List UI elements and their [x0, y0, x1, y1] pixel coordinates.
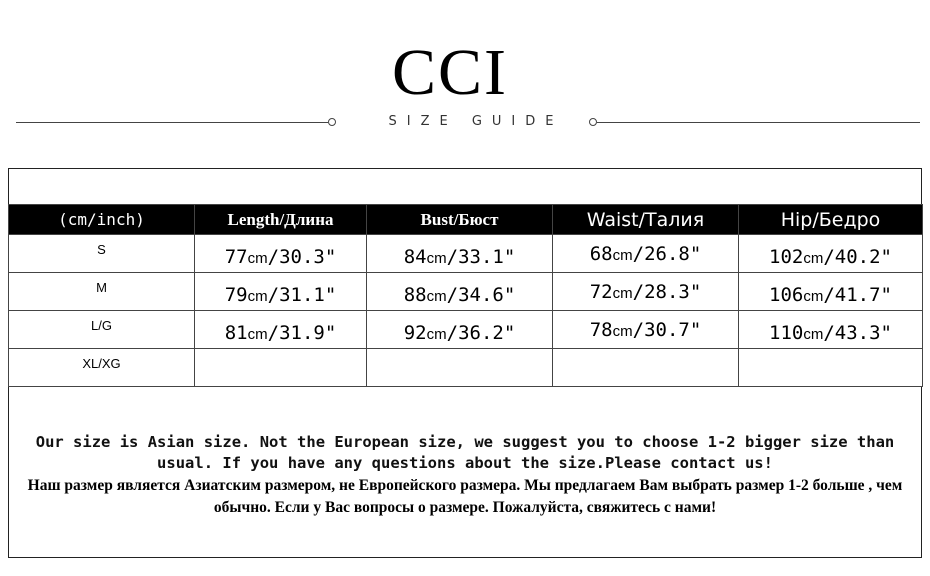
note-russian: Наш размер является Азиатским размером, не Европейского размера. Мы предлагаем Вам выбрать размер 1-2 больше , чем обычно. Если у Вас вопросы о размере. Пожалуйста, свяжитесь с нами!	[27, 477, 903, 516]
header-waist: Waist/Талия	[553, 205, 739, 235]
hip-cell: 110cm/43.3"	[739, 311, 923, 349]
table-row	[9, 349, 923, 387]
size-table	[8, 204, 923, 387]
divider-dot-left	[328, 118, 336, 126]
size-guide-subtitle: SIZE GUIDE	[388, 114, 564, 129]
size-label: L/G	[9, 311, 195, 349]
size-label: M	[9, 273, 195, 311]
length-cell: 81cm/31.9"	[195, 311, 367, 349]
size-label: XL/XG	[9, 349, 195, 387]
length-cell: 77cm/30.3"	[195, 235, 367, 273]
header-hip: Hip/Бедро	[739, 205, 923, 235]
length-cell: 79cm/31.1"	[195, 273, 367, 311]
waist-cell: 68cm/26.8"	[553, 235, 739, 273]
waist-cell: 72cm/28.3"	[553, 273, 739, 311]
size-guide-divider	[16, 112, 920, 132]
table-row	[9, 311, 923, 349]
table-row	[9, 273, 923, 311]
brand-logo: CCI	[391, 36, 509, 109]
waist-cell	[553, 349, 739, 387]
size-notes	[8, 432, 922, 519]
header-unit: (cm/inch)	[9, 205, 195, 235]
bust-cell: 88cm/34.6"	[367, 273, 553, 311]
bust-cell: 84cm/33.1"	[367, 235, 553, 273]
divider-dot-right	[589, 118, 597, 126]
length-cell	[195, 349, 367, 387]
size-label: S	[9, 235, 195, 273]
divider-line-left	[16, 122, 328, 123]
bust-cell	[367, 349, 553, 387]
table-row	[9, 235, 923, 273]
divider-line-right	[597, 122, 920, 123]
header-length: Length/Длина	[195, 205, 367, 235]
hip-cell	[739, 349, 923, 387]
bust-cell: 92cm/36.2"	[367, 311, 553, 349]
waist-cell: 78cm/30.7"	[553, 311, 739, 349]
hip-cell: 102cm/40.2"	[739, 235, 923, 273]
note-english: Our size is Asian size. Not the European size, we suggest you to choose 1-2 bigger size than usual. If you have any questions about the size.Please contact us!	[35, 433, 895, 472]
header-bust: Bust/Бюст	[367, 205, 553, 235]
table-header-row	[9, 205, 923, 235]
hip-cell: 106cm/41.7"	[739, 273, 923, 311]
